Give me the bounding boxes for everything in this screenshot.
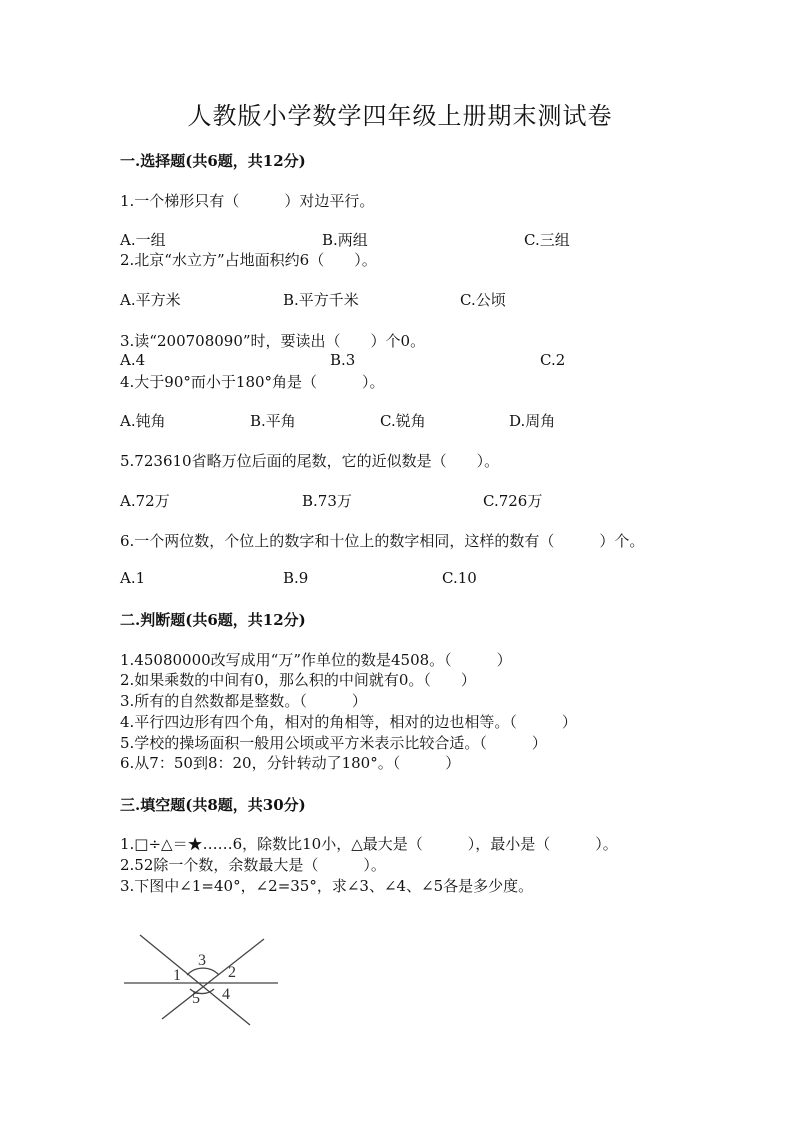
option: A.钝角 bbox=[120, 412, 166, 430]
option: C.锐角 bbox=[380, 412, 426, 430]
question-stem: 1.一个梯形只有（ ）对边平行。 bbox=[120, 192, 375, 210]
option: A.72万 bbox=[120, 492, 170, 510]
option: B.两组 bbox=[322, 231, 368, 249]
option: A.平方米 bbox=[120, 291, 181, 309]
question-stem: 3.读“200708090”时，要读出（ ）个0。 bbox=[120, 332, 426, 350]
option: A.1 bbox=[120, 569, 146, 587]
judge-item: 5.学校的操场面积一般用公顷或平方米表示比较合适。（ ） bbox=[120, 734, 547, 752]
question-stem: 2.北京“水立方”占地面积约6（ ）。 bbox=[120, 251, 377, 269]
option: B.平角 bbox=[250, 412, 296, 430]
judge-item: 6.从7：50到8：20，分针转动了180°。（ ） bbox=[120, 754, 461, 772]
judge-item: 3.所有的自然数都是整数。（ ） bbox=[120, 692, 367, 710]
page-title: 人教版小学数学四年级上册期末测试卷 bbox=[187, 102, 613, 130]
option: B.平方千米 bbox=[283, 291, 359, 309]
angle-label-1: 1 bbox=[173, 967, 181, 984]
judge-item: 1.45080000改写成用“万”作单位的数是4508。（ ） bbox=[120, 651, 512, 669]
question-stem: 6.一个两位数，个位上的数字和十位上的数字相同，这样的数有（ ）个。 bbox=[120, 532, 645, 550]
angle-figure bbox=[118, 925, 288, 1035]
angle-label-2: 2 bbox=[228, 964, 236, 981]
option: B.73万 bbox=[302, 492, 352, 510]
option: A.4 bbox=[120, 351, 146, 369]
angle-label-3: 3 bbox=[198, 952, 206, 969]
option: C.726万 bbox=[483, 492, 543, 510]
angle-label-4: 4 bbox=[222, 986, 230, 1003]
option: C.2 bbox=[540, 351, 566, 369]
option: B.3 bbox=[330, 351, 356, 369]
angle-label-5: 5 bbox=[192, 990, 200, 1007]
option: C.10 bbox=[442, 569, 477, 587]
section-heading-judge: 二.判断题(共6题，共12分) bbox=[120, 611, 306, 629]
angle-arc-3 bbox=[187, 968, 219, 975]
fill-item: 3.下图中∠1=40°，∠2=35°，求∠3、∠4、∠5各是多少度。 bbox=[120, 877, 534, 895]
judge-item: 4.平行四边形有四个角，相对的角相等，相对的边也相等。（ ） bbox=[120, 713, 577, 731]
section-heading-choice: 一.选择题(共6题，共12分) bbox=[120, 152, 306, 170]
option: A.一组 bbox=[120, 231, 166, 249]
fill-item: 1.□÷△＝★……6，除数比10小，△最大是（ ），最小是（ ）。 bbox=[120, 835, 618, 853]
question-stem: 5.723610省略万位后面的尾数，它的近似数是（ ）。 bbox=[120, 452, 500, 470]
judge-item: 2.如果乘数的中间有0，那么积的中间就有0。（ ） bbox=[120, 671, 476, 689]
option: C.公顷 bbox=[460, 291, 506, 309]
option: B.9 bbox=[283, 569, 309, 587]
question-stem: 4.大于90°而小于180°角是（ ）。 bbox=[120, 373, 385, 391]
section-heading-fill: 三.填空题(共8题，共30分) bbox=[120, 796, 306, 814]
fill-item: 2.52除一个数，余数最大是（ ）。 bbox=[120, 856, 386, 874]
option: C.三组 bbox=[524, 231, 570, 249]
option: D.周角 bbox=[509, 412, 556, 430]
